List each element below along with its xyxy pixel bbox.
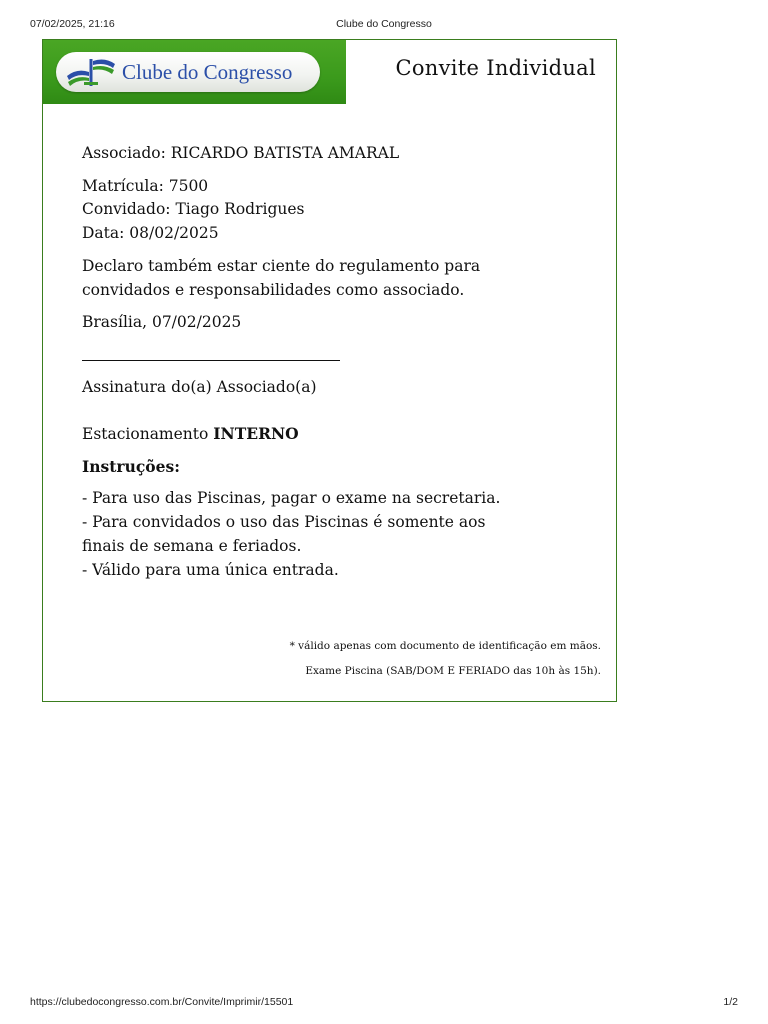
parking-value: INTERNO	[213, 424, 299, 443]
document-title: Convite Individual	[395, 56, 596, 80]
instruction-item: - Para convidados o uso das Piscinas é somente aos	[82, 513, 486, 531]
print-page-title: Clube do Congresso	[336, 18, 432, 30]
convidado-line: Convidado: Tiago Rodrigues	[82, 200, 305, 218]
page-number: 1/2	[723, 996, 738, 1008]
matricula-line: Matrícula: 7500	[82, 177, 209, 195]
print-footer	[30, 996, 738, 1010]
invite-card	[42, 39, 617, 702]
logo-banner	[43, 40, 346, 104]
id-document-note: * válido apenas com documento de identificação em mãos.	[289, 640, 601, 652]
data-line: Data: 08/02/2025	[82, 224, 219, 242]
instruction-item: - Para uso das Piscinas, pagar o exame na secretaria.	[82, 489, 501, 507]
print-datetime: 07/02/2025, 21:16	[30, 18, 115, 30]
parking-line	[82, 422, 299, 446]
instruction-item: finais de semana e feriados.	[82, 537, 302, 555]
instructions-title: Instruções:	[82, 457, 180, 476]
place-date-line: Brasília, 07/02/2025	[82, 313, 242, 331]
club-logo-icon	[65, 56, 117, 88]
print-header	[30, 18, 738, 32]
print-url: https://clubedocongresso.com.br/Convite/Imprimir/15501	[30, 996, 294, 1008]
signature-line	[82, 360, 340, 361]
signature-label: Assinatura do(a) Associado(a)	[82, 378, 317, 396]
declaration-line-1: Declaro também estar ciente do regulamento para	[82, 257, 481, 275]
logo	[56, 52, 320, 92]
parking-label: Estacionamento	[82, 425, 209, 443]
logo-text: Clube do Congresso	[122, 60, 293, 84]
instruction-item: - Válido para uma única entrada.	[82, 561, 339, 579]
declaration-line-2: convidados e responsabilidades como associado.	[82, 281, 465, 299]
pool-exam-note: Exame Piscina (SAB/DOM E FERIADO das 10h às 15h).	[305, 665, 601, 677]
associado-line: Associado: RICARDO BATISTA AMARAL	[82, 144, 400, 162]
